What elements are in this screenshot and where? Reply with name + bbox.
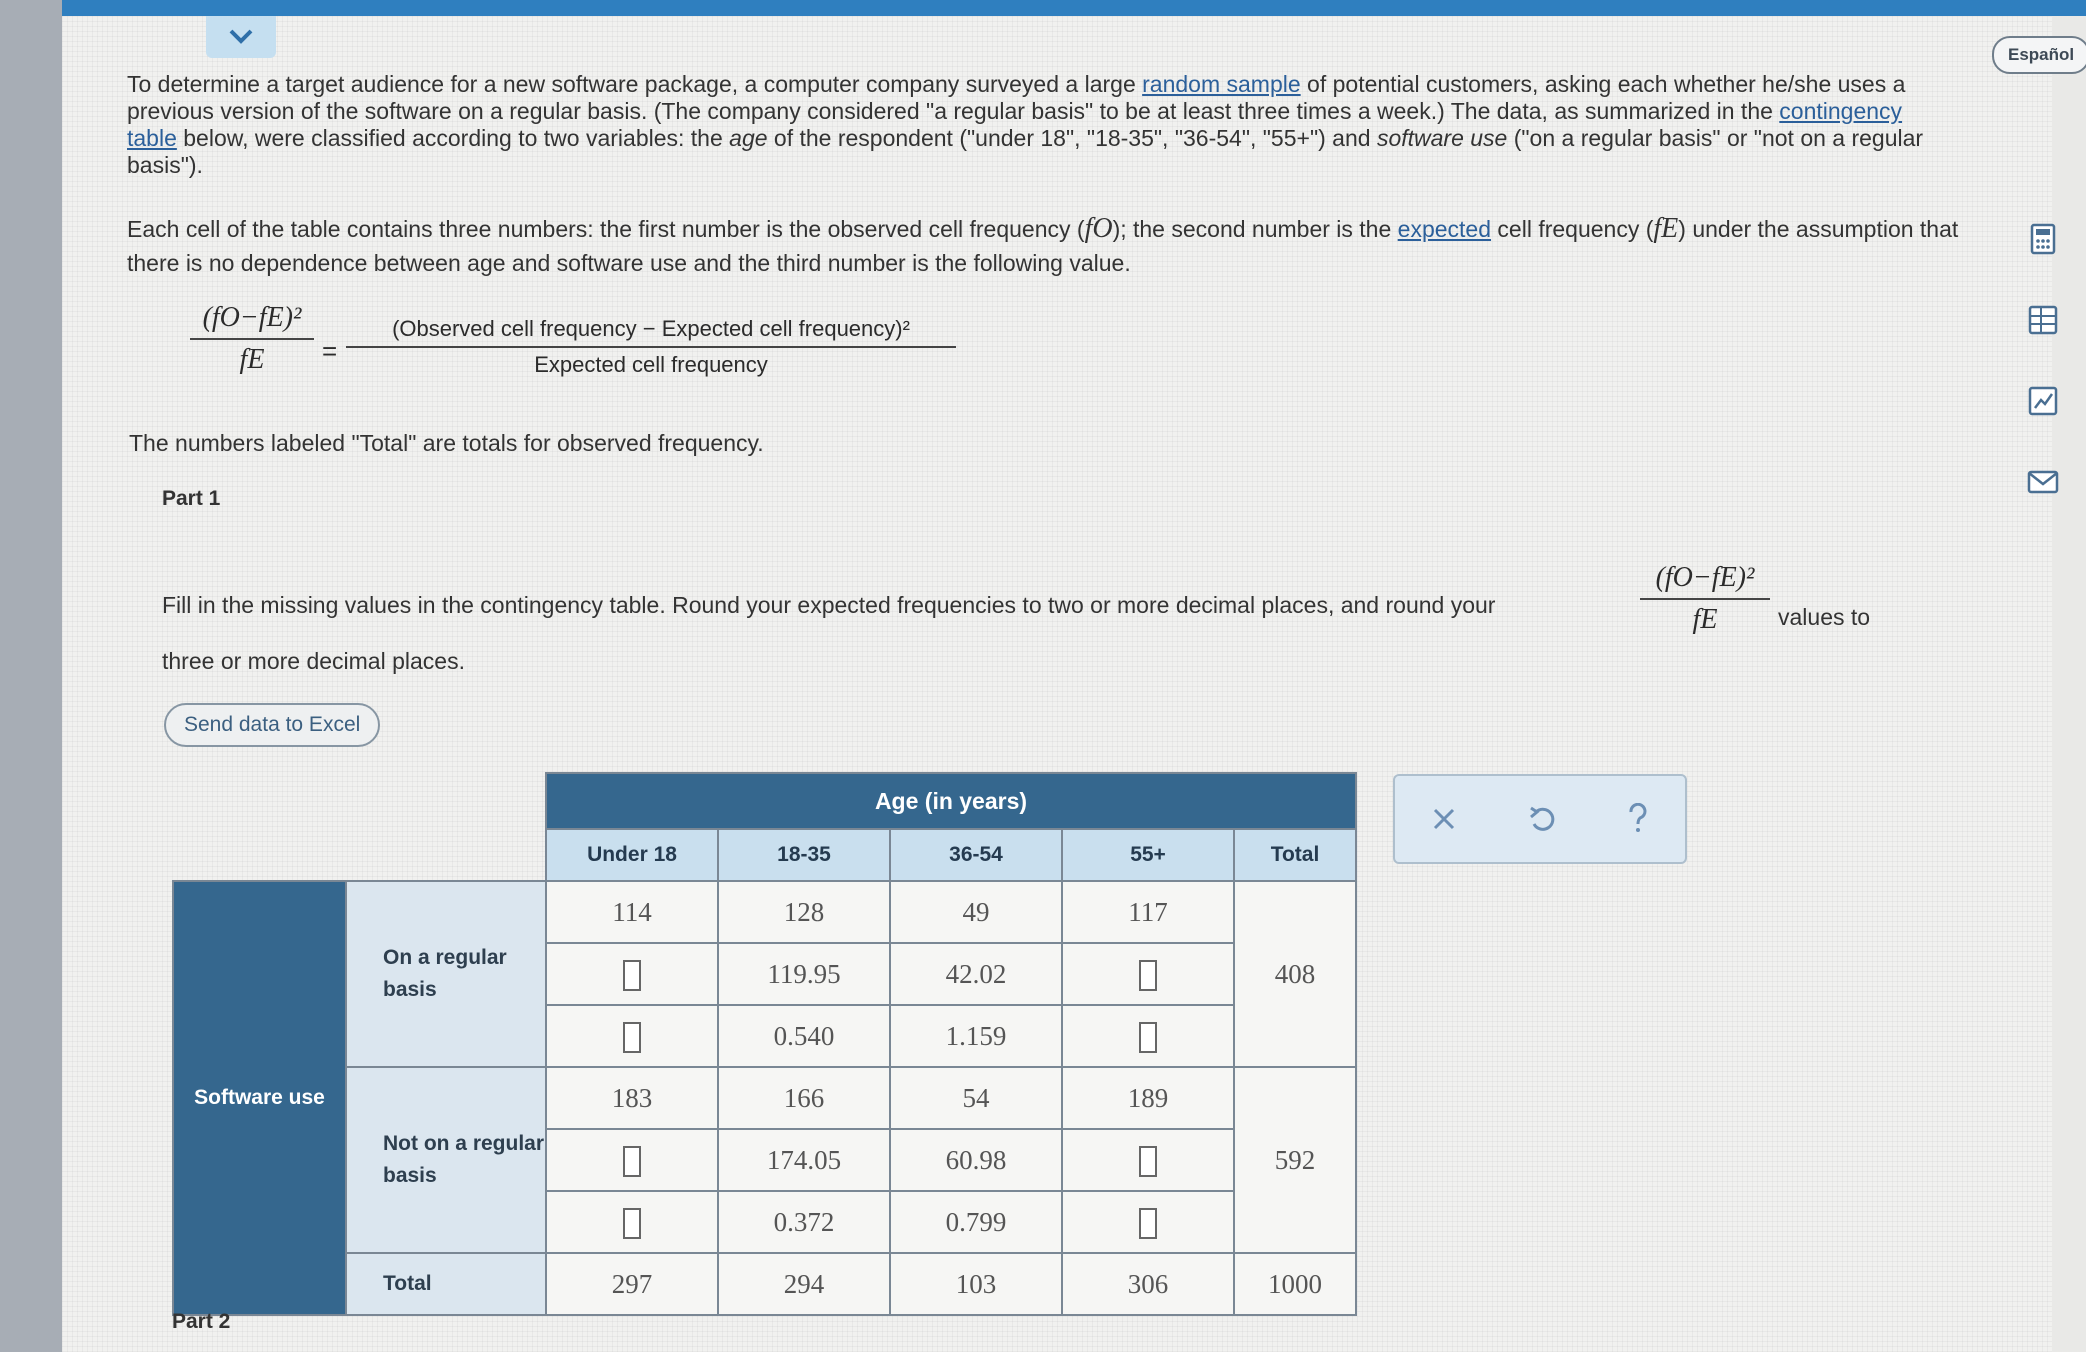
- intro-paragraph: [127, 71, 1957, 179]
- formula-rhs-denominator: Expected cell frequency: [534, 352, 768, 377]
- regular-total: 408: [1234, 881, 1356, 1067]
- notregular-under18-observed: 183: [546, 1067, 718, 1129]
- part2-label: Part 2: [172, 1310, 231, 1333]
- regular-55plus-chi-cell: [1062, 1005, 1234, 1067]
- mail-icon[interactable]: [2026, 465, 2060, 499]
- col-header-55-plus: 55+: [1062, 829, 1234, 881]
- cell-desc-text-1: Each cell of the table contains three numbers: the first number is the observed cell frequency (: [127, 216, 1085, 242]
- fe-symbol: fE: [1653, 213, 1679, 244]
- intro-text-4: of the respondent ("under 18", "18-35", "36-54", "55+") and: [767, 125, 1377, 151]
- contingency-table-link[interactable]: contingency table: [127, 98, 1903, 151]
- random-sample-link[interactable]: random sample: [1142, 71, 1301, 97]
- notregular-under18-chi-cell: [546, 1191, 718, 1253]
- totals-note: The numbers labeled "Total" are totals for observed frequency.: [129, 430, 764, 456]
- equals-sign: =: [322, 336, 338, 366]
- row-label-total: Total: [346, 1253, 546, 1315]
- notregular-36-54-chi: 0.799: [890, 1191, 1062, 1253]
- instruction-fraction: [1640, 562, 1770, 636]
- age-group-header: Age (in years): [546, 773, 1356, 829]
- instruction-fraction-denominator: fE: [1692, 604, 1718, 635]
- age-term: age: [729, 125, 768, 151]
- expected-link[interactable]: expected: [1397, 216, 1492, 242]
- calculator-icon[interactable]: [2026, 222, 2060, 256]
- total-55plus: 306: [1062, 1253, 1234, 1315]
- cell-desc-text-3: cell frequency (: [1491, 216, 1654, 242]
- intro-text-1: To determine a target audience for a new software package, a computer company surveyed a large: [127, 71, 1143, 97]
- collapse-toggle[interactable]: [206, 16, 276, 58]
- col-header-total: Total: [1234, 829, 1356, 881]
- part1-label: Part 1: [162, 487, 221, 510]
- empty-corner-2: [173, 829, 546, 881]
- notregular-under18-expected-input[interactable]: [623, 1146, 641, 1177]
- total-under18: 297: [546, 1253, 718, 1315]
- notregular-total: 592: [1234, 1067, 1356, 1253]
- grand-total: 1000: [1234, 1253, 1356, 1315]
- notregular-55plus-observed: 189: [1062, 1067, 1234, 1129]
- total-36-54: 103: [890, 1253, 1062, 1315]
- notregular-36-54-expected: 60.98: [890, 1129, 1062, 1191]
- total-18-35: 294: [718, 1253, 890, 1315]
- software-use-term: software use: [1376, 125, 1508, 151]
- regular-55plus-chi-input[interactable]: [1139, 1022, 1157, 1053]
- notregular-18-35-observed: 166: [718, 1067, 890, 1129]
- instruction-fraction-numerator: (fO−fE)²: [1640, 562, 1770, 600]
- formula-rhs: [346, 316, 956, 378]
- formula-lhs: [190, 302, 314, 376]
- send-to-excel-button[interactable]: Send data to Excel: [164, 703, 380, 747]
- regular-36-54-chi: 1.159: [890, 1005, 1062, 1067]
- notregular-36-54-observed: 54: [890, 1067, 1062, 1129]
- fo-symbol: fO: [1084, 213, 1113, 244]
- intro-text-3: below, were classified according to two variables: the: [176, 125, 730, 151]
- regular-under18-chi-cell: [546, 1005, 718, 1067]
- notregular-18-35-chi: 0.372: [718, 1191, 890, 1253]
- chart-icon[interactable]: [2026, 384, 2060, 418]
- col-header-36-54: 36-54: [890, 829, 1062, 881]
- espanol-button[interactable]: Español: [1992, 36, 2086, 74]
- notregular-under18-expected-cell: [546, 1129, 718, 1191]
- notregular-under18-chi-input[interactable]: [623, 1208, 641, 1239]
- cell-desc-text-4: ) under the assumption that there is no dependence between age and software use and the third number is the following value.: [127, 216, 1959, 276]
- regular-18-35-observed: 128: [718, 881, 890, 943]
- part1-instructions: [162, 592, 1642, 619]
- formula-rhs-numerator: (Observed cell frequency − Expected cell frequency)²: [346, 316, 956, 348]
- top-bar: [62, 0, 2086, 16]
- side-toolbar: [2026, 222, 2066, 546]
- col-header-under-18: Under 18: [546, 829, 718, 881]
- contingency-table: [172, 772, 1357, 1316]
- notregular-18-35-expected: 174.05: [718, 1129, 890, 1191]
- regular-under18-chi-input[interactable]: [623, 1022, 641, 1053]
- cell-description-paragraph: [127, 212, 1967, 280]
- notregular-55plus-expected-cell: [1062, 1129, 1234, 1191]
- instruction-text-3: three or more decimal places.: [162, 648, 465, 674]
- instruction-text-2: values to: [1778, 604, 1871, 630]
- help-icon[interactable]: [1626, 803, 1650, 835]
- regular-18-35-expected: 119.95: [718, 943, 890, 1005]
- close-icon[interactable]: [1430, 805, 1458, 833]
- screen-bezel: [0, 0, 62, 1352]
- regular-18-35-chi: 0.540: [718, 1005, 890, 1067]
- regular-55plus-observed: 117: [1062, 881, 1234, 943]
- regular-55plus-expected-input[interactable]: [1139, 960, 1157, 991]
- notregular-55plus-expected-input[interactable]: [1139, 1146, 1157, 1177]
- software-use-group-label: Software use: [173, 881, 346, 1315]
- regular-under18-expected-cell: [546, 943, 718, 1005]
- notregular-55plus-chi-input[interactable]: [1139, 1208, 1157, 1239]
- answer-toolbox: [1393, 774, 1687, 864]
- col-header-18-35: 18-35: [718, 829, 890, 881]
- notregular-55plus-chi-cell: [1062, 1191, 1234, 1253]
- regular-36-54-expected: 42.02: [890, 943, 1062, 1005]
- formula-lhs-denominator: fE: [239, 344, 265, 375]
- data-table-icon[interactable]: [2026, 303, 2060, 337]
- empty-corner: [173, 773, 546, 829]
- row-label-not-regular: Not on a regular basis: [346, 1067, 546, 1253]
- intro-text-5: ("on a regular basis" or "not on a regular basis").: [127, 125, 1924, 178]
- regular-under18-expected-input[interactable]: [623, 960, 641, 991]
- regular-36-54-observed: 49: [890, 881, 1062, 943]
- intro-text-2: of potential customers, asking each whether he/she uses a previous version of the software on a regular basis. (The company considered "a regular basis" to be at least three times a week.) The data, as summarized in the: [127, 71, 1906, 124]
- cell-desc-text-2: ); the second number is the: [1112, 216, 1398, 242]
- chevron-down-icon: [228, 28, 254, 46]
- regular-55plus-expected-cell: [1062, 943, 1234, 1005]
- regular-under18-observed: 114: [546, 881, 718, 943]
- instruction-text-1: Fill in the missing values in the contingency table. Round your expected frequencies to two or more decimal places, and round your: [162, 592, 1496, 618]
- undo-icon[interactable]: [1527, 804, 1557, 834]
- formula-lhs-numerator: (fO−fE)²: [190, 302, 314, 340]
- row-label-regular: On a regular basis: [346, 881, 546, 1067]
